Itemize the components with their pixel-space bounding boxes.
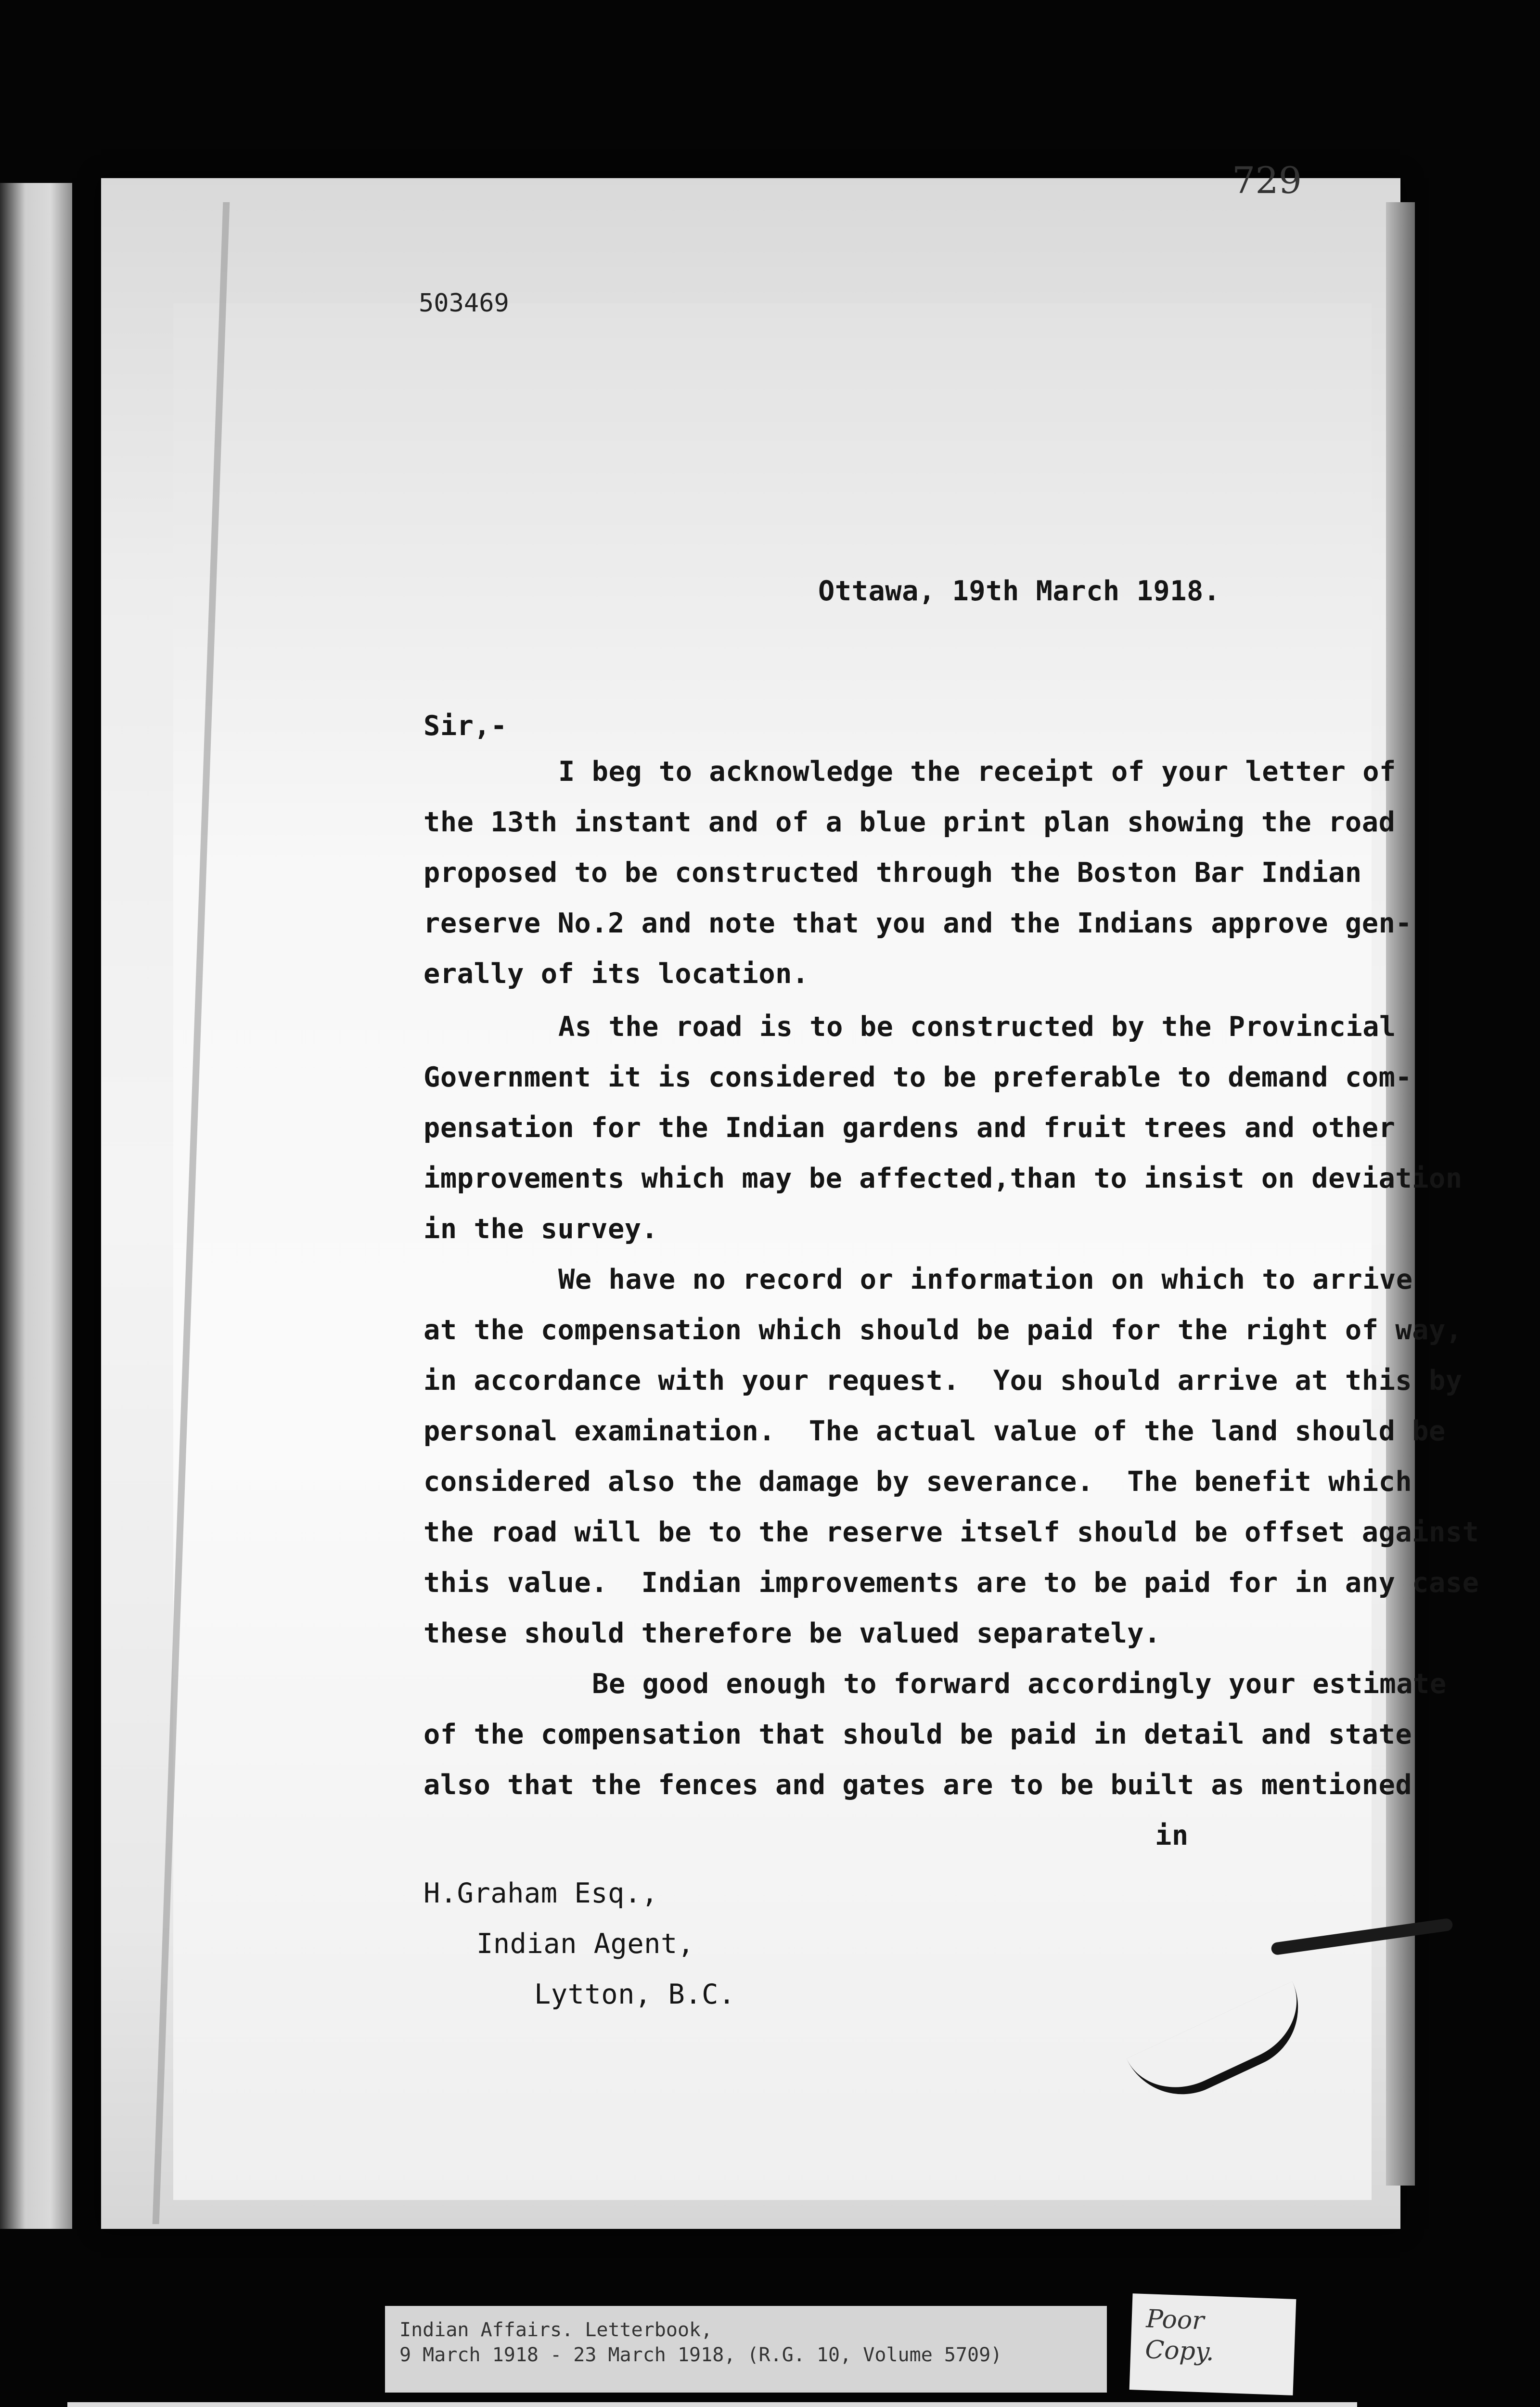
body-line: considered also the damage by severance. The benefit which bbox=[424, 1466, 1412, 1498]
caption-line: 9 March 1918 - 23 March 1918, (R.G. 10, Volume 5709) bbox=[399, 2344, 1002, 2366]
body-line: reserve No.2 and note that you and the Indians approve gen- bbox=[424, 907, 1412, 939]
page-number: 729 bbox=[1232, 159, 1302, 202]
note-line: Copy. bbox=[1144, 2335, 1215, 2367]
letter-page bbox=[101, 178, 1400, 2229]
body-line: improvements which may be affected,than to insist on deviation bbox=[424, 1163, 1463, 1194]
document-id: 503469 bbox=[419, 289, 509, 318]
body-line: Government it is considered to be preferable to demand com- bbox=[424, 1061, 1412, 1093]
body-line: the 13th instant and of a blue print plan showing the road bbox=[424, 806, 1396, 838]
caption-line: Indian Affairs. Letterbook, bbox=[399, 2319, 713, 2341]
body-line: at the compensation which should be paid for the right of way, bbox=[424, 1314, 1463, 1346]
body-line: in the survey. bbox=[424, 1213, 658, 1245]
letter-dateline: Ottawa, 19th March 1918. bbox=[818, 575, 1220, 607]
handwritten-note bbox=[1129, 2293, 1296, 2395]
body-line: I beg to acknowledge the receipt of your letter of bbox=[558, 756, 1396, 788]
addressee-title: Indian Agent, bbox=[476, 1928, 694, 1960]
body-line: these should therefore be valued separately. bbox=[424, 1618, 1161, 1649]
body-line: proposed to be constructed through the Boston Bar Indian bbox=[424, 857, 1362, 889]
addressee-name: H.Graham Esq., bbox=[424, 1877, 658, 1909]
body-line: pensation for the Indian gardens and fruit trees and other bbox=[424, 1112, 1396, 1144]
source-caption bbox=[385, 2306, 1107, 2393]
body-line: this value. Indian improvements are to be paid for in any case bbox=[424, 1567, 1479, 1599]
body-line: of the compensation that should be paid in detail and state bbox=[424, 1719, 1412, 1750]
body-line: We have no record or information on which to arrive bbox=[558, 1264, 1413, 1295]
body-line: personal examination. The actual value of the land should be bbox=[424, 1415, 1446, 1447]
body-line: the road will be to the reserve itself should be offset against bbox=[424, 1516, 1479, 1548]
body-line: also that the fences and gates are to be built as mentioned bbox=[424, 1769, 1412, 1801]
catchword: in bbox=[1155, 1820, 1189, 1851]
body-line: in accordance with your request. You should arrive at this by bbox=[424, 1365, 1463, 1397]
adjacent-page-edge bbox=[0, 183, 72, 2229]
note-line: Poor bbox=[1145, 2304, 1205, 2336]
body-line: As the road is to be constructed by the Provincial bbox=[558, 1011, 1396, 1043]
archive-label bbox=[67, 2402, 1357, 2407]
addressee-location: Lytton, B.C. bbox=[534, 1979, 735, 2010]
letter-salutation: Sir,- bbox=[424, 710, 508, 742]
body-line: erally of its location. bbox=[424, 958, 809, 990]
body-line: Be good enough to forward accordingly your estimate bbox=[592, 1668, 1447, 1700]
